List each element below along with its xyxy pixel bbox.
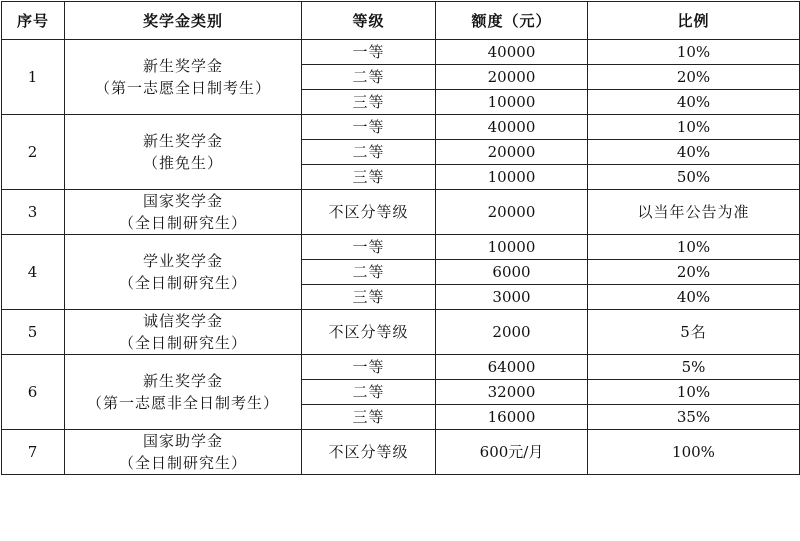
category-scope: （第一志愿非全日制考生） <box>86 394 279 412</box>
grade-cell: 二等 <box>302 260 436 285</box>
grade-cell: 一等 <box>302 40 436 65</box>
row-index: 6 <box>2 355 65 430</box>
grade-cell: 不区分等级 <box>302 310 436 355</box>
amount-cell: 20000 <box>436 190 588 235</box>
amount-cell: 3000 <box>436 285 588 310</box>
category-name: 国家奖学金 <box>142 192 223 210</box>
grade-cell: 二等 <box>302 380 436 405</box>
grade-cell: 三等 <box>302 285 436 310</box>
row-index: 1 <box>2 40 65 115</box>
scholarship-table <box>1 1 800 475</box>
row-index: 7 <box>2 430 65 475</box>
category-name: 学业奖学金 <box>142 252 223 270</box>
category-name: 新生奖学金 <box>142 57 223 75</box>
table-row <box>2 430 800 475</box>
amount-cell: 600元/月 <box>436 430 588 475</box>
table-row <box>2 40 800 65</box>
amount-cell: 16000 <box>436 405 588 430</box>
ratio-cell: 10% <box>588 235 800 260</box>
ratio-cell: 10% <box>588 40 800 65</box>
amount-cell: 10000 <box>436 235 588 260</box>
amount-cell: 6000 <box>436 260 588 285</box>
header-grade: 等级 <box>302 2 436 40</box>
ratio-cell: 20% <box>588 260 800 285</box>
amount-cell: 20000 <box>436 65 588 90</box>
row-index: 2 <box>2 115 65 190</box>
grade-cell: 一等 <box>302 235 436 260</box>
ratio-cell: 10% <box>588 115 800 140</box>
category-cell <box>65 355 302 430</box>
category-cell <box>65 190 302 235</box>
grade-cell: 三等 <box>302 90 436 115</box>
row-index: 4 <box>2 235 65 310</box>
ratio-cell: 40% <box>588 140 800 165</box>
ratio-cell: 10% <box>588 380 800 405</box>
category-scope: （推免生） <box>142 154 223 172</box>
table-row <box>2 235 800 260</box>
ratio-cell: 100% <box>588 430 800 475</box>
category-scope: （全日制研究生） <box>118 214 247 232</box>
category-cell <box>65 40 302 115</box>
table-row <box>2 310 800 355</box>
header-row <box>2 2 800 40</box>
ratio-cell: 以当年公告为准 <box>588 190 800 235</box>
category-cell <box>65 310 302 355</box>
amount-cell: 20000 <box>436 140 588 165</box>
category-scope: （全日制研究生） <box>118 274 247 292</box>
grade-cell: 二等 <box>302 65 436 90</box>
table-row <box>2 115 800 140</box>
amount-cell: 10000 <box>436 90 588 115</box>
ratio-cell: 20% <box>588 65 800 90</box>
grade-cell: 三等 <box>302 405 436 430</box>
category-scope: （全日制研究生） <box>118 454 247 472</box>
scholarship-table-container <box>0 1 800 541</box>
header-ratio: 比例 <box>588 2 800 40</box>
ratio-cell: 40% <box>588 90 800 115</box>
category-name: 诚信奖学金 <box>142 312 223 330</box>
grade-cell: 不区分等级 <box>302 430 436 475</box>
ratio-cell: 40% <box>588 285 800 310</box>
grade-cell: 二等 <box>302 140 436 165</box>
category-name: 新生奖学金 <box>142 372 223 390</box>
amount-cell: 40000 <box>436 115 588 140</box>
table-row <box>2 190 800 235</box>
ratio-cell: 35% <box>588 405 800 430</box>
grade-cell: 一等 <box>302 115 436 140</box>
amount-cell: 2000 <box>436 310 588 355</box>
table-row <box>2 355 800 380</box>
ratio-cell: 5名 <box>588 310 800 355</box>
grade-cell: 不区分等级 <box>302 190 436 235</box>
row-index: 3 <box>2 190 65 235</box>
amount-cell: 40000 <box>436 40 588 65</box>
amount-cell: 64000 <box>436 355 588 380</box>
category-scope: （第一志愿全日制考生） <box>94 79 271 97</box>
ratio-cell: 5% <box>588 355 800 380</box>
header-amount: 额度（元） <box>436 2 588 40</box>
ratio-cell: 50% <box>588 165 800 190</box>
category-name: 国家助学金 <box>142 432 223 450</box>
amount-cell: 10000 <box>436 165 588 190</box>
amount-cell: 32000 <box>436 380 588 405</box>
row-index: 5 <box>2 310 65 355</box>
header-index: 序号 <box>2 2 65 40</box>
category-cell <box>65 235 302 310</box>
category-cell <box>65 430 302 475</box>
header-category: 奖学金类别 <box>65 2 302 40</box>
grade-cell: 三等 <box>302 165 436 190</box>
category-name: 新生奖学金 <box>142 132 223 150</box>
category-scope: （全日制研究生） <box>118 334 247 352</box>
category-cell <box>65 115 302 190</box>
grade-cell: 一等 <box>302 355 436 380</box>
